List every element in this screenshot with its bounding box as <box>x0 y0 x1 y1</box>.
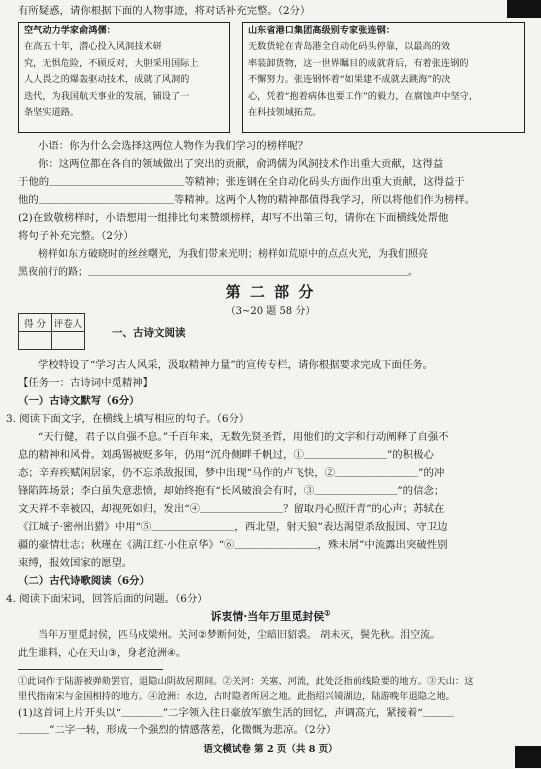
box-zhang-liangang <box>242 22 525 133</box>
question-4: 4. 阅读下面宋词，回答后面的问题。（6分） <box>6 593 208 605</box>
body-line: 束缚，报效国家的愿望。 <box>18 557 133 569</box>
corner-mark-bottom <box>515 746 541 768</box>
dialog-line: (2)在致敬榜样时，小语想用一组排比句来赞颂榜样，却写不出第三句，请你在下面横线处帮他 <box>18 212 449 224</box>
box-right-line: 在科技领域拓荒。 <box>248 107 322 119</box>
dialog-line: 将句子补充完整。（2分） <box>18 230 134 242</box>
body-line: 《江城子·密州出猎》中用“⑤＿＿＿＿＿＿＿＿，西北望，射天狼”表达渴望杀敌报国、守卫边 <box>18 521 448 533</box>
box-left-line: 在高五十年，潜心投入风洞技术研 <box>24 41 162 53</box>
part-title: 第 二 部 分 <box>225 283 316 301</box>
dialog-line: 他的＿＿＿＿＿＿＿＿＿＿＿＿＿等精神。这两个人物的精神都值得我学习，所以将他们作为榜样。 <box>18 194 476 206</box>
question-4-1-cont: ＿＿＿”二字一转，形成一个强烈的情感落差，化微慨为悲凉。（2分） <box>18 724 337 736</box>
dialog-line: 于他的＿＿＿＿＿＿＿＿＿＿＿＿＿等精神；张连钢在全自动化码头方面作出重大贡献，这得益于 <box>18 176 465 188</box>
dialog-line: 小语：你为什么会选择这两位人物作为我们学习的榜样呢？ <box>38 140 309 152</box>
subsection-heading: （二）古代诗歌阅读（6分） <box>18 575 150 587</box>
box-right-line: 心，凭着“抱着病体也要工作”的毅力，在腐蚀声中坚守， <box>248 90 479 102</box>
subsection-heading: （一）古诗文默写（6分） <box>18 395 140 407</box>
body-line: 学校特设了“学习古人风采，汲取精神力量”的宣传专栏，请你根据要求完成下面任务。 <box>38 359 434 371</box>
poem-footnote-mark: ① <box>324 608 331 618</box>
footnote-line: 里代指南宋与金国相持的地方。④沧洲：水边，古时隐者所居之地。此指绍兴镜湖边，陆游晚年退隐之地。 <box>18 691 455 702</box>
box-right-line: 无数货轮在青岛港全自动化码头停靠，以最高的效 <box>248 41 451 53</box>
poem-title-text: 诉衷情·当年万里觅封侯 <box>210 610 325 623</box>
poem-line: 当年万里觅封侯，匹马戍梁州。关河②梦断何处，尘暗旧貂裘。 胡未灭，鬓先秋。泪空流。 <box>38 630 441 641</box>
body-line: 态；辛弃疾赋闲居家，仍不忘杀敌报国，梦中出现“马作的卢飞快，②＿＿＿＿＿＿＿＿”的冲 <box>18 467 445 479</box>
task-heading: 【任务一：古诗词中觅精神】 <box>18 377 154 389</box>
grader-cell <box>52 332 85 350</box>
section-heading: 一、古诗文阅读 <box>112 327 186 339</box>
score-header: 得 分 <box>19 314 52 332</box>
grader-header: 评卷人 <box>52 314 85 332</box>
dialog-line: 黑夜前行的路；＿＿＿＿＿＿＿＿＿＿＿＿＿＿＿＿＿＿＿＿＿＿＿＿＿＿＿＿＿＿＿＿。 <box>18 267 418 278</box>
box-right-line: 率装卸货物，这一世界瞩目的成就背后，有着张连钢的 <box>248 57 469 69</box>
box-left-line: 究，无惧危险，不顾反对，大胆采用国际上 <box>24 57 199 69</box>
box-right-line: 不懈努力。张连钢怀着“如果建不成就去跳海”的决 <box>248 74 451 86</box>
body-line: 文天祥不幸被囚，却视死如归，发出“④＿＿＿＿＿＿＿＿？留取丹心照汗青”的心声；苏轼在 <box>18 503 445 515</box>
body-line: 疆的豪情壮志；秋瑾在《满江红·小住京华》“⑥＿＿＿＿＿＿＿＿，殊未屑”中流露出突破性别 <box>18 539 448 551</box>
poem-line: 此生谁料，心在天山③，身老沧洲④。 <box>18 648 186 659</box>
box-yu-hongru <box>18 22 230 133</box>
question-3: 3. 阅读下面文字，在横线上填写相应的句子。（6分） <box>6 413 250 425</box>
part-subtitle: （3~20 题 58 分） <box>225 306 316 317</box>
footnote-divider <box>18 669 163 670</box>
score-table <box>18 313 85 350</box>
question-4-1: (1)这首词上片开头以“＿＿＿＿”二字领入往日豪放军旅生活的回忆，声调高亢，紧接着“＿＿＿ <box>18 707 454 719</box>
box-left-line: 条坚实道路。 <box>24 107 80 119</box>
body-line: 锋陷阵场景；李白虽失意悲愤，却始终抱有“长风破浪会有时，③＿＿＿＿＿＿＿＿”的信念； <box>18 485 445 497</box>
dialog-line: 你：这两位都在各自的领域做出了突出的贡献，俞鸿儒为风洞技术作出重大贡献，这得益 <box>38 158 444 170</box>
body-line: “天行健，君子以自强不息。”千百年来，无数先贤圣哲，用他们的文字和行动阐释了自强不 <box>38 431 449 443</box>
box-left-line: 人人畏之的爆轰驱动技术，成就了风洞的 <box>24 74 190 86</box>
poem-title <box>0 608 541 624</box>
dialog-line: 榜样如东方破晓时的丝丝曙光，为我们带来光明；榜样如荒原中的点点火光，为我们照亮 <box>38 249 428 260</box>
box-left-line: 迭代，为我国航天事业的发展，铺设了一 <box>24 90 190 102</box>
box-left-line: 空气动力学家俞鸿儒： <box>24 25 116 36</box>
page-footer: 语文模试卷 第 2 页（共 8 页） <box>203 744 338 755</box>
footnote-line: ①此词作于陆游被弹劾罢官，退隐山阴故居期间。②关河：关塞、河流，此处泛指前线险要的地方。③天山：这 <box>18 676 474 687</box>
score-cell <box>19 332 52 350</box>
intro-text: 有所疑惑，请你根据下面的人物事迹，将对话补充完整。（2分） <box>18 5 311 17</box>
box-right-line: 山东省港口集团高级别专家张连钢： <box>248 25 395 36</box>
body-line: 息的精神和风骨。刘禹锡被贬多年，仍用“沉舟侧畔千帆过，①＿＿＿＿＿＿＿＿”的积极心 <box>18 449 434 461</box>
